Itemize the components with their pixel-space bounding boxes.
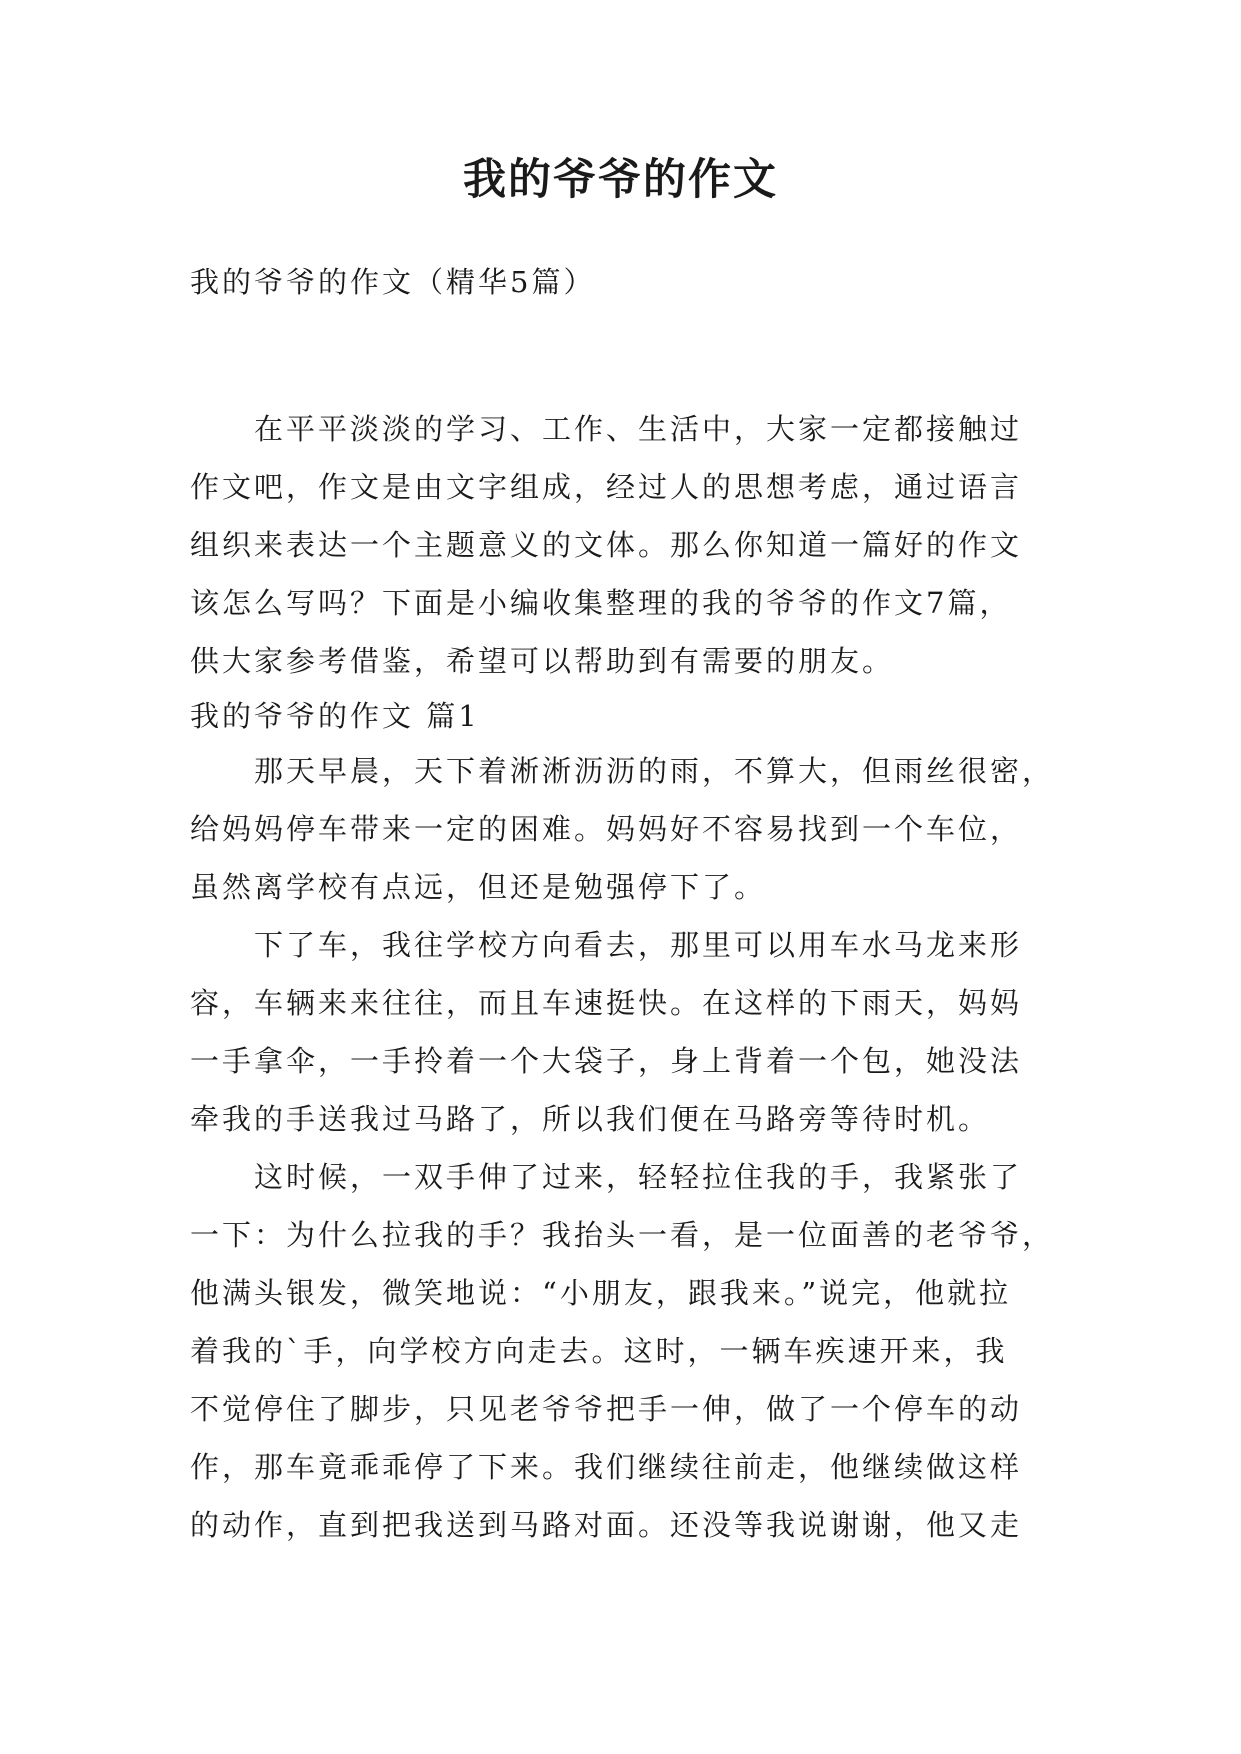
- paragraph-line: 下了车，我往学校方向看去，那里可以用车水马龙来形: [254, 928, 1023, 962]
- paragraph-line: 组织来表达一个主题意义的文体。那么你知道一篇好的作文: [190, 528, 1023, 562]
- paragraph-line: 牵我的手送我过马路了，所以我们便在马路旁等待时机。: [190, 1102, 991, 1136]
- paragraph-line: 一下：为什么拉我的手？我抬头一看，是一位面善的老爷爷，: [190, 1218, 1055, 1252]
- section-heading: 我的爷爷的作文 篇1: [190, 699, 480, 733]
- paragraph-line: 的动作，直到把我送到马路对面。还没等我说谢谢，他又走: [190, 1508, 1023, 1542]
- paragraph-line: 那天早晨，天下着淅淅沥沥的雨，不算大，但雨丝很密，: [254, 754, 1055, 788]
- document-subtitle: 我的爷爷的作文（精华5篇）: [190, 265, 596, 299]
- paragraph-line: 容，车辆来来往往，而且车速挺快。在这样的下雨天，妈妈: [190, 986, 1023, 1020]
- paragraph-line: 在平平淡淡的学习、工作、生活中，大家一定都接触过: [254, 412, 1023, 446]
- paragraph-line: 给妈妈停车带来一定的困难。妈妈好不容易找到一个车位，: [190, 812, 1023, 846]
- paragraph-line: 这时候，一双手伸了过来，轻轻拉住我的手，我紧张了: [254, 1160, 1023, 1194]
- paragraph-line: 不觉停住了脚步，只见老爷爷把手一伸，做了一个停车的动: [190, 1392, 1023, 1426]
- paragraph-line: 供大家参考借鉴，希望可以帮助到有需要的朋友。: [190, 644, 895, 678]
- paragraph-line: 他满头银发，微笑地说：“小朋友，跟我来。”说完，他就拉: [190, 1276, 1012, 1310]
- paragraph-line: 作文吧，作文是由文字组成，经过人的思想考虑，通过语言: [190, 470, 1023, 504]
- paragraph-line: 虽然离学校有点远，但还是勉强停下了。: [190, 870, 767, 904]
- paragraph-line: 着我的`手，向学校方向走去。这时，一辆车疾速开来，我: [190, 1334, 1008, 1368]
- paragraph-line: 一手拿伞，一手拎着一个大袋子，身上背着一个包，她没法: [190, 1044, 1023, 1078]
- paragraph-line: 作，那车竟乖乖停了下来。我们继续往前走，他继续做这样: [190, 1450, 1023, 1484]
- document-body: [190, 400, 1055, 1554]
- paragraph-line: 该怎么写吗？下面是小编收集整理的我的爷爷的作文7篇，: [190, 586, 1012, 620]
- document-title: 我的爷爷的作文: [463, 155, 778, 205]
